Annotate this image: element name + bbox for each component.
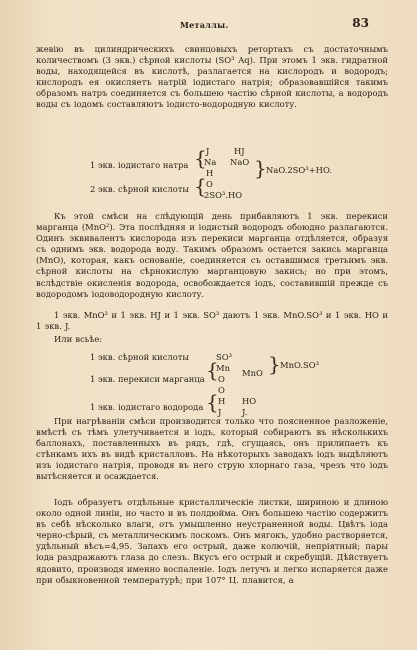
left-brace-icon: { [206,390,219,414]
paragraph-6: Іодъ образуетъ отдѣльные кристаллическіе листки, шириною и длиною около одной линіи, но часто и въ полдюйма. Онъ большею частію содержитъ въ себѣ нѣсколько влаги, отъ умышленно неустраненной воды. Цвѣтъ іода черно-сѣрый, съ металлическимъ лоскомъ. Онъ мягокъ, удобно растворяется, удѣльный вѣсъ=4,95. Запахъ его острый, даже колючій, непріятный; пары іода раздражаютъ глаза до слезъ. Вкусъ его острый и скребущій. Дѣйствуетъ ядовито, производя именно воспаленіе. Іодъ летучъ и легко испаряется даже при обыкновенной температурѣ; при 107° Ц. плавится, а [36,497,388,585]
right-brace-icon: } [254,156,267,180]
reaction-scheme-1 [36,146,388,202]
formula-term: J [206,146,210,156]
formula-term: Na [204,157,217,167]
formula-result: MnO.SO³ [280,360,319,370]
page-header [0,16,417,34]
formula-term: O [218,374,225,384]
left-brace-icon: { [206,358,219,382]
formula-term: H [206,168,214,178]
left-brace-icon: { [194,146,207,170]
formula-term: O [206,179,213,189]
formula-label-sodium-iodide: 1 экв. іодистаго натра [90,160,189,170]
formula-label-manganese-peroxide: 1 экв. перекиси марганца [90,374,205,384]
formula-term: NaO [230,157,250,167]
formula-term: O [218,385,225,395]
paragraph-5: При нагрѣваніи смѣси производится только что поясненное разложеніе, вмѣстѣ съ тѣмъ улетучивается и іодъ, который собираютъ въ нѣсколькихъ баллонахъ, поставленныхъ въ рядъ, гдѣ, сгущаясь, онъ прилипаетъ къ стѣнкамъ ихъ въ видѣ кристалловъ. На нѣкоторыхъ заводахъ іодъ выдѣляютъ изъ іодистаго натрія, проводя въ него струю хлорнаго газа, чрезъ что іодъ вытѣсняется и осаждается. [36,416,388,482]
formula-term: H [218,396,226,406]
paragraph-2: Къ этой смѣси на слѣдующій день прибавляютъ 1 экв. перекиси марганца (MnO²). Эта послѣдняя и іодистый водородъ обоюдно разлагаются. Одинъ эквивалентъ кислорода изъ перекиси марганца отдѣляется, образуя съ однимъ экв. водорода воду. Такимъ образомъ остается закись марганца (MnO), которая, какъ основаніе, соединяется съ оставшимся третьимъ экв. сѣрной кислоты на сѣрнокислую марганцовую закись; но при этомъ, вслѣдствіе окисленія водорода, освобождается іодъ, составившій прежде съ водородомъ іодоводородную кислоту. [36,211,388,299]
paragraph-4: Или всьѣе: [54,334,103,344]
formula-result: NaO.2SO³+HO. [266,165,333,175]
formula-term: J. [242,407,248,417]
formula-label-hydrogen-iodide: 1 экв. іодистаго водорода [90,402,204,412]
page-number: 83 [352,16,369,30]
left-brace-icon: { [194,174,207,198]
formula-term: HJ [234,146,245,156]
right-brace-icon: } [268,352,281,376]
formula-term: MnO [242,368,263,378]
formula-label-sulfuric-acid: 1 экв. сѣрной кислоты [90,352,190,362]
formula-term: Mn [216,363,230,373]
formula-term: 2SO³.HO [204,190,243,200]
formula-label-sulfuric-acid: 2 экв. сѣрной кислоты [90,184,190,194]
formula-term: J [218,407,222,417]
formula-term: SO³ [216,352,232,362]
formula-term: HO [242,396,257,406]
paragraph-3: 1 экв. MnO² и 1 экв. HJ и 1 экв. SO³ даютъ 1 экв. MnO.SO³ и 1 экв. HO и 1 экв. J. [36,310,388,332]
reaction-scheme-2 [36,352,388,417]
paragraph-1: жевію въ цилиндрическихъ свинцовыхъ ретортахъ съ достаточнымъ количествомъ (3 экв.) сѣрной кислоты (SO³ Aq). При этомъ 1 экв. гидратной воды, находящейся въ кислотѣ, разлагается на кислородъ и водородъ; кислородъ ея окисляетъ натрій іодистаго натрія; образовавшійся такимъ образомъ натръ соединяется съ большею частію сѣрной кислоты, а водородъ воды съ іодомъ составляютъ іодисто-водородную кислоту. [36,44,388,110]
running-title: Металлы. [180,20,229,30]
